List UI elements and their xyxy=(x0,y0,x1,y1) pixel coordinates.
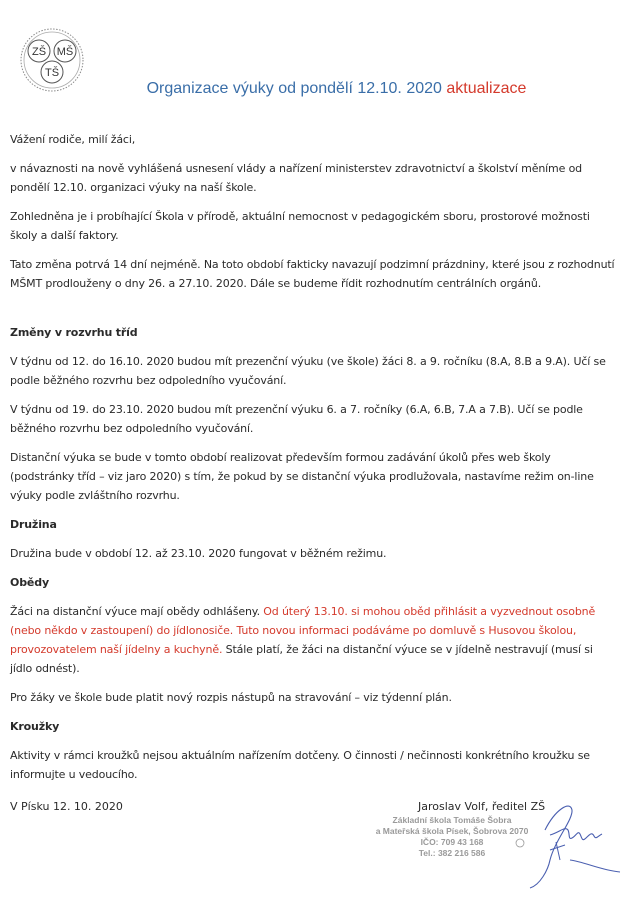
stamp-line-4: Tel.: 382 216 586 xyxy=(418,848,486,858)
krouzky-paragraph: Aktivity v rámci kroužků nejsou aktuálním nařízením dotčeny. O činnosti / nečinnosti konkrétního kroužku se informujte u vedoucího. xyxy=(10,749,590,781)
logo-ms-text: MŠ xyxy=(56,46,74,58)
stamp-line-1: Základní škola Tomáše Šobra xyxy=(392,815,512,825)
obedy-text-start: Žáci na distanční výuce mají obědy odhlášeny. xyxy=(10,605,260,618)
letter-body xyxy=(10,130,615,794)
document-title xyxy=(0,80,633,98)
title-main: Organizace výuky od pondělí 12.10. 2020 xyxy=(146,80,442,97)
salutation: Vážení rodiče, milí žáci, xyxy=(10,133,136,146)
obedy-heading: Obědy xyxy=(10,576,49,589)
title-highlight: aktualizace xyxy=(446,80,527,97)
obedy-text-highlight: Od úterý 13.10. si mohou oběd přihlásit a vyzvednout osobně (nebo někdo v zastoupení) do jídlonosiče. Tuto novou informaci podáváme po domluvě s Husovou školou, provozovatelem naší jídelny a kuchyně. xyxy=(10,605,596,656)
school-stamp xyxy=(372,815,532,859)
intro-paragraph-3: Tato změna potrvá 14 dní nejméně. Na toto období fakticky navazují podzimní prázdniny, které jsou z rozhodnutí MŠMT prodlouženy o dny 26. a 27.10. 2020. Dále se budeme řídit rozhodnutím centrálních orgánů. xyxy=(10,258,615,290)
krouzky-heading: Kroužky xyxy=(10,720,60,733)
schedule-paragraph-2: V týdnu od 19. do 23.10. 2020 budou mít prezenční výuku 6. a 7. ročníky (6.A, 6.B, 7.A a 7.B). Učí se podle běžného rozvrhu bez odpoledního vyučování. xyxy=(10,403,583,435)
obedy-paragraph-1 xyxy=(10,602,615,678)
intro-paragraph-1: v návaznosti na nově vyhlášená usnesení vlády a nařízení ministerstev zdravotnictví a školství měníme od pondělí 12.10. organizaci výuky na naší škole. xyxy=(10,162,582,194)
stamp-line-3: IČO: 709 43 168 xyxy=(420,837,484,847)
schedule-heading: Změny v rozvrhu tříd xyxy=(10,326,138,339)
schedule-paragraph-3: Distanční výuka se bude v tomto období realizovat především formou zadávání úkolů přes web školy (podstránky tříd – viz jaro 2020) s tím, že pokud by se distanční výuka prodlužovala, nastavíme režim on-line výuky podle zvláštního rozvrhu. xyxy=(10,451,594,502)
logo-zs-text: ZŠ xyxy=(31,46,47,58)
stamp-line-2: a Mateřská škola Písek, Šobrova 2070 xyxy=(375,826,529,836)
druzina-paragraph: Družina bude v období 12. až 23.10. 2020 fungovat v běžném režimu. xyxy=(10,547,387,560)
place-date: V Písku 12. 10. 2020 xyxy=(10,800,123,813)
schedule-paragraph-1: V týdnu od 12. do 16.10. 2020 budou mít prezenční výuku (ve škole) žáci 8. a 9. ročníku (8.A, 8.B a 9.A). Učí se podle běžného rozvrhu bez odpoledního vyučování. xyxy=(10,355,606,387)
intro-paragraph-2: Zohledněna je i probíhající Škola v přírodě, aktuální nemocnost v pedagogickém sboru, prostorové možnosti školy a další faktory. xyxy=(10,210,590,242)
logo-ts-text: TŠ xyxy=(44,67,60,79)
handwritten-signature xyxy=(510,790,630,890)
signatory-name: Jaroslav Volf, ředitel ZŠ xyxy=(418,800,546,813)
druzina-heading: Družina xyxy=(10,518,57,531)
obedy-paragraph-2: Pro žáky ve škole bude platit nový rozpis nástupů na stravování – viz týdenní plán. xyxy=(10,691,452,704)
obedy-text-end: Stále platí, že žáci na distanční výuce se v jídelně nestravují (musí si jídlo odnést). xyxy=(10,643,593,675)
